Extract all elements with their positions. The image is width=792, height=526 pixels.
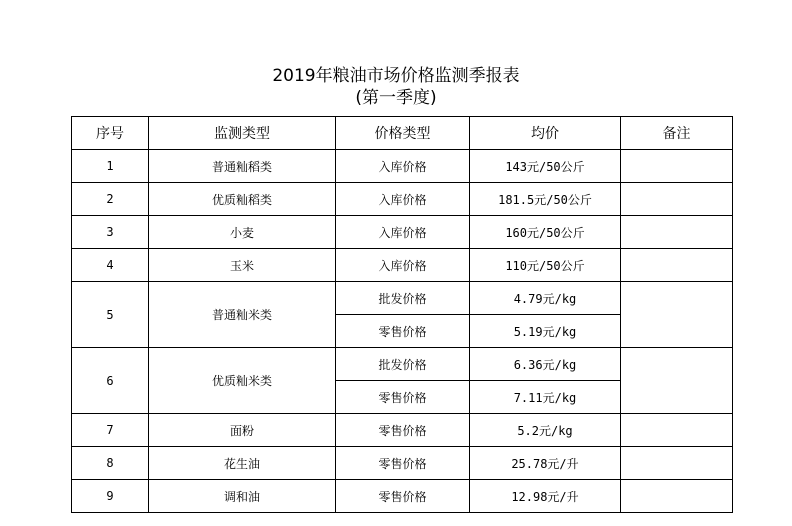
monitor-type: 面粉 — [149, 414, 336, 447]
note-cell — [621, 216, 733, 249]
header-note: 备注 — [621, 117, 733, 150]
table-row — [72, 150, 733, 183]
note-cell — [621, 249, 733, 282]
price-type: 零售价格 — [336, 480, 470, 513]
table-row — [72, 249, 733, 282]
price-type: 入库价格 — [336, 183, 470, 216]
monitor-type: 优质籼稻类 — [149, 183, 336, 216]
table-row — [72, 414, 733, 447]
monitor-type: 玉米 — [149, 249, 336, 282]
price-type: 零售价格 — [336, 447, 470, 480]
monitor-type: 调和油 — [149, 480, 336, 513]
price-type: 入库价格 — [336, 150, 470, 183]
monitor-type: 花生油 — [149, 447, 336, 480]
header-type: 监测类型 — [149, 117, 336, 150]
header-average: 均价 — [470, 117, 621, 150]
average-price: 5.19元/kg — [470, 315, 621, 348]
row-number: 1 — [72, 150, 149, 183]
average-price: 181.5元/50公斤 — [470, 183, 621, 216]
monitor-type: 优质籼米类 — [149, 348, 336, 414]
average-price: 160元/50公斤 — [470, 216, 621, 249]
table-row — [72, 447, 733, 480]
average-price: 5.2元/kg — [470, 414, 621, 447]
table-row — [72, 282, 733, 315]
row-number: 2 — [72, 183, 149, 216]
price-type: 入库价格 — [336, 249, 470, 282]
price-type: 入库价格 — [336, 216, 470, 249]
row-number: 4 — [72, 249, 149, 282]
header-no: 序号 — [72, 117, 149, 150]
average-price: 4.79元/kg — [470, 282, 621, 315]
note-cell — [621, 447, 733, 480]
monitor-type: 普通籼米类 — [149, 282, 336, 348]
row-number: 7 — [72, 414, 149, 447]
note-cell — [621, 348, 733, 414]
note-cell — [621, 150, 733, 183]
average-price: 110元/50公斤 — [470, 249, 621, 282]
price-type: 零售价格 — [336, 315, 470, 348]
row-number: 6 — [72, 348, 149, 414]
price-type: 零售价格 — [336, 381, 470, 414]
note-cell — [621, 282, 733, 348]
price-type: 批发价格 — [336, 282, 470, 315]
table-header-row — [72, 117, 733, 150]
average-price: 143元/50公斤 — [470, 150, 621, 183]
note-cell — [621, 414, 733, 447]
note-cell — [621, 480, 733, 513]
price-table — [71, 116, 733, 513]
price-type: 批发价格 — [336, 348, 470, 381]
header-price-type: 价格类型 — [336, 117, 470, 150]
average-price: 12.98元/升 — [470, 480, 621, 513]
average-price: 25.78元/升 — [470, 447, 621, 480]
average-price: 7.11元/kg — [470, 381, 621, 414]
row-number: 9 — [72, 480, 149, 513]
monitor-type: 小麦 — [149, 216, 336, 249]
table-row — [72, 348, 733, 381]
table-row — [72, 216, 733, 249]
average-price: 6.36元/kg — [470, 348, 621, 381]
row-number: 5 — [72, 282, 149, 348]
table-row — [72, 183, 733, 216]
row-number: 3 — [72, 216, 149, 249]
report-title: 2019年粮油市场价格监测季报表 — [272, 66, 520, 86]
price-type: 零售价格 — [336, 414, 470, 447]
table-row — [72, 480, 733, 513]
report-subtitle: (第一季度) — [355, 88, 437, 108]
monitor-type: 普通籼稻类 — [149, 150, 336, 183]
row-number: 8 — [72, 447, 149, 480]
note-cell — [621, 183, 733, 216]
